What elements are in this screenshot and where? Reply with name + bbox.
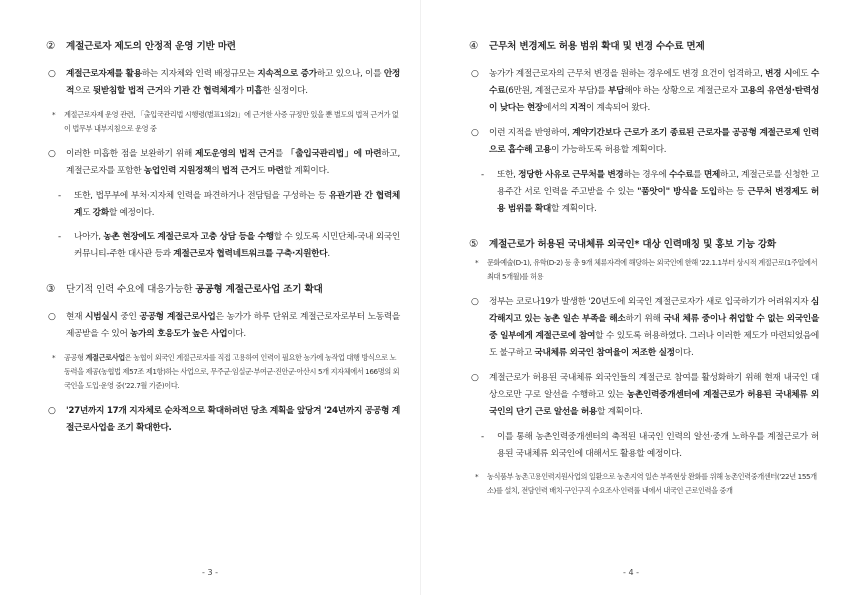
- section-4-heading: [469, 38, 819, 52]
- body-text: 와: [162, 86, 174, 96]
- emphasis-text: 근무처 변경제도 허용 범위를 확대: [497, 187, 820, 214]
- emphasis-text: 미흡: [246, 86, 263, 96]
- section-number: ③: [46, 283, 56, 295]
- circle-bullet-icon: ○: [48, 406, 56, 416]
- body-text: 현재: [66, 312, 86, 322]
- body-text: 할 계획이다.: [283, 166, 330, 176]
- section-number: ②: [46, 40, 56, 52]
- emphasis-text: 계약기간보다 근로가 조기 종료된 근로자를 공공형 계절근로제 인력으로 흡수해 고용: [489, 128, 819, 155]
- body-text: 하는 등: [717, 187, 748, 197]
- asterisk-icon: *: [52, 353, 56, 362]
- body-text: .: [327, 249, 330, 259]
- asterisk-icon: *: [475, 472, 479, 481]
- emphasis-text: 고용의 유연성·탄력성이 낮다는 현장: [489, 86, 819, 113]
- body-text: 하고, 계절근로를 신청한 고용주간 서로 인력을 주고받을 수 있는: [497, 170, 819, 197]
- section-3-heading: [46, 281, 400, 295]
- sub-paragraph: [469, 167, 819, 218]
- emphasis-text: 정당한 사유로 근무처를 변경: [518, 170, 624, 180]
- emphasis-text: 국내 체류 중이나 취업할 수 없는 외국인을 중 일부에게 계절근로에 참여: [489, 314, 819, 341]
- emphasis-text: 면제: [703, 170, 721, 180]
- body-text: 할 수 있도록 시민단체-국내 외국인커뮤니티-주한 대사관 등과: [74, 232, 400, 259]
- dash-bullet-icon: -: [58, 191, 61, 201]
- bullet-paragraph: [46, 403, 400, 437]
- body-text: 이 계속되어 왔다.: [585, 103, 650, 113]
- body-text: 한 실정이다.: [262, 86, 308, 96]
- section-number: ④: [469, 40, 479, 52]
- bullet-paragraph: [469, 66, 819, 117]
- bullet-paragraph: [46, 66, 400, 100]
- bullet-paragraph: [469, 294, 819, 362]
- emphasis-text: 제도운영의 법적 근거: [195, 149, 275, 159]
- body-text: 이를 통해 농촌인력중개센터의 축적된 내국인 인력의 알선·중개 노하우를 계절근로가 허용된 국내체류 외국인에 대해서도 활용할 예정이다.: [497, 432, 819, 459]
- emphasis-text: 시범실시: [85, 312, 118, 322]
- sub-paragraph: [46, 188, 400, 222]
- page-3: [0, 0, 420, 595]
- body-text: 하고 있으나, 이를: [316, 69, 384, 79]
- emphasis-text: '27년까지 17개 지자체로 순차적으로 확대하려던 당초 계획을 앞당겨 '24년까지 공공형 계절근로사업을 조기 확대한다.: [66, 406, 400, 433]
- section-title-plain: 단기적 인력 수요에 대응가능한: [66, 284, 196, 295]
- body-text: 할 예정이다.: [108, 208, 155, 218]
- body-text: 도: [256, 166, 268, 176]
- body-text: 의: [211, 166, 222, 176]
- footnote: [475, 470, 819, 498]
- body-text: 이러한 미흡한 점을 보완하기 위해: [66, 149, 196, 159]
- emphasis-text: 안정적: [66, 69, 400, 96]
- footnote: [475, 256, 819, 284]
- emphasis-text: 국내체류 외국인 참여율이 저조한 실정: [534, 348, 675, 358]
- emphasis-text: 지적: [569, 103, 586, 113]
- body-text: 이 가능하도록 허용할 계획이다.: [551, 145, 667, 155]
- circle-bullet-icon: ○: [471, 297, 479, 307]
- body-text: 할 수 있도록 허용하였다. 그러나 이러한 제도가 마련되었음에도 불구하고: [489, 331, 820, 358]
- emphasis-text: 지속적으로 증가: [257, 69, 317, 79]
- emphasis-text: 계절근로자 협력네트워크를 구축·지원한다: [173, 249, 328, 259]
- body-text: 은 농가가 하루 단위로 계절근로자로부터 노동력을 제공받을 수 있어: [66, 312, 401, 339]
- body-text: 또한,: [497, 170, 519, 180]
- circle-bullet-icon: ○: [48, 312, 56, 322]
- emphasis-text: 변경 시: [765, 69, 793, 79]
- emphasis-text: 농촌인력중개센터에 계절근로가 허용된 국내체류 외국인의 단기 근로 알선을 허용: [489, 390, 819, 417]
- footnote: [52, 108, 400, 136]
- body-text: 도: [82, 208, 93, 218]
- emphasis-text: 「출입국관리법」에 마련: [286, 149, 382, 159]
- body-text: 이런 지적을 반영하여,: [489, 128, 573, 138]
- page-number: - 3 -: [202, 568, 218, 577]
- body-text: 를: [693, 170, 704, 180]
- circle-bullet-icon: ○: [471, 69, 479, 79]
- section-2-heading: [46, 38, 400, 52]
- body-text: 농가가 계절근로자의 근무처 변경을 원하는 경우에도 변경 요건이 엄격하고,: [489, 69, 766, 79]
- dash-bullet-icon: -: [481, 432, 484, 442]
- body-text: 하는 경우에: [623, 170, 669, 180]
- body-text: 가: [235, 86, 247, 96]
- bullet-paragraph: [469, 370, 819, 421]
- body-text: 하기 위해: [625, 314, 664, 324]
- emphasis-text: 공공형 계절근로사업: [139, 312, 216, 322]
- section-number: ⑤: [469, 238, 479, 250]
- body-text: 를: [274, 149, 287, 159]
- footnote: [52, 351, 400, 393]
- body-text: (6만원, 계절근로자 부담)를: [505, 86, 609, 96]
- asterisk-icon: *: [475, 258, 479, 267]
- body-text: 에서의: [543, 103, 570, 113]
- body-text: 정부는 코로나19가 발생한 '20년도에 외국인 계절근로자가 새로 입국하기가 어려워지자: [489, 297, 811, 307]
- body-text: 중인: [117, 312, 140, 322]
- body-text: 하는 지자체와 인력 배정규모는: [141, 69, 258, 79]
- body-text: 또한, 법무부에 부처·지자체 인력을 파견하거나 전담팀을 구성하는 등: [74, 191, 329, 201]
- sub-paragraph: [469, 429, 819, 463]
- section-title: 근무처 변경제도 허용 범위 확대 및 변경 수수료 면제: [489, 41, 705, 52]
- emphasis-text: 유관기관 간 협력체계: [74, 191, 400, 218]
- emphasis-text: 뒷받침할 법적 근거: [92, 86, 163, 96]
- emphasis-text: 법적 근거: [221, 166, 257, 176]
- body-text: 에도: [792, 69, 811, 79]
- circle-bullet-icon: ○: [48, 69, 56, 79]
- body-text: 할 계획이다.: [597, 407, 643, 417]
- bullet-paragraph: [46, 309, 400, 343]
- emphasis-text: 심각해지고 있는 농촌 일손 부족을 해소: [489, 297, 819, 324]
- emphasis-text: 기관 간 협력체계: [173, 86, 236, 96]
- emphasis-text: 농촌 현장에도 계절근로자 고충 상담 등을 수행: [103, 232, 274, 242]
- circle-bullet-icon: ○: [471, 128, 479, 138]
- emphasis-text: 농가의 호응도가 높은 사업: [130, 329, 228, 339]
- body-text: 하고, 계절근로자를 포함한: [66, 149, 400, 176]
- section-5-heading: [469, 236, 819, 250]
- body-text: 해야 하는 상황으로 계절근로자: [624, 86, 741, 96]
- emphasis-text: 수수료: [668, 170, 694, 180]
- sub-paragraph: [46, 229, 400, 263]
- page-number: - 4 -: [623, 568, 639, 577]
- emphasis-text: "품앗이" 방식을 도입: [637, 187, 718, 197]
- emphasis-text: 농업인력 지원정책: [143, 166, 212, 176]
- asterisk-icon: *: [52, 110, 56, 119]
- body-text: 이다.: [227, 329, 246, 339]
- section-title-bold: 공공형 계절근로사업 조기 확대: [195, 284, 323, 295]
- dash-bullet-icon: -: [481, 170, 484, 180]
- bullet-paragraph: [469, 125, 819, 159]
- body-text: 농식품부 농촌고용인력지원사업의 일환으로 농촌지역 일손 부족현상 완화를 위해 농촌인력중개센터('22년 155개소)를 설치, 전담인력 배치·구인구직 수요조사·인력풀 내에서 내국인 근로인력을 중개: [487, 472, 817, 495]
- body-text: 은 농협이 외국인 계절근로자를 직접 고용하여 인력이 필요한 농가에 농작업 대행 방식으로 노동력을 제공(농협법 제57조 제1항)하는 사업으로, 무주군·임실군·부여군·진안군·아산시 5개 지자체에서 166명의 외국인을 도입·운영 중('22.7월 기준)이다.: [64, 353, 400, 390]
- body-text: 할 계획이다.: [551, 204, 597, 214]
- emphasis-text: 계절근로자제를 활용: [66, 69, 142, 79]
- body-text: 계절근로자제 운영 관련, 「출입국관리법 시행령(별표1의2)」에 근거한 사증 규정만 있을 뿐 별도의 법적 근거가 없이 법무부 내부지침으로 운영 중: [64, 110, 399, 133]
- body-text: 으로: [74, 86, 93, 96]
- emphasis-text: 강화: [92, 208, 109, 218]
- body-text: 이다.: [674, 348, 694, 358]
- circle-bullet-icon: ○: [48, 149, 56, 159]
- emphasis-text: 수수료: [489, 69, 819, 96]
- emphasis-text: 마련: [267, 166, 284, 176]
- section-title: 계절근로가 허용된 국내체류 외국인* 대상 인력매칭 및 홍보 기능 강화: [489, 239, 776, 250]
- bullet-paragraph: [46, 146, 400, 180]
- page-4: [421, 0, 841, 595]
- emphasis-text: 부담: [608, 86, 625, 96]
- emphasis-text: 계절근로사업: [85, 353, 125, 362]
- section-title: 계절근로자 제도의 안정적 운영 기반 마련: [66, 41, 236, 52]
- body-text: 나아가,: [74, 232, 104, 242]
- body-text: 공공형: [64, 353, 86, 362]
- dash-bullet-icon: -: [58, 232, 61, 242]
- circle-bullet-icon: ○: [471, 373, 479, 383]
- body-text: 계절근로가 허용된 국내체류 외국인들의 계절근로 참여를 활성화하기 위해 현재 내국인 대상으로만 구로 알선을 수행하고 있는: [489, 373, 819, 400]
- body-text: 문화예술(D-1), 유학(D-2) 등 총 9개 체류자격에 해당하는 외국인에 한해 '22.1.1부터 상시적 계절근로(1주일에서 최대 5개월)를 허용: [487, 258, 818, 281]
